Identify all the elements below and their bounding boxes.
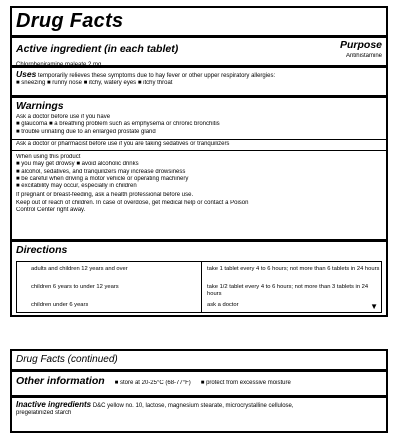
when-using-line: ■ be careful when driving a motor vehicle or operating machinery	[16, 175, 189, 182]
divider	[12, 150, 386, 151]
inactive-line: D&C yellow no. 10, lactose, magnesium stearate, microcrystalline cellulose,	[92, 403, 294, 409]
directions-dose: take 1 tablet every 4 to 6 hours; not more than 6 tablets in 24 hours	[207, 266, 380, 272]
when-using-section	[16, 154, 382, 214]
divider	[12, 239, 386, 242]
divider	[12, 95, 386, 98]
divider	[12, 139, 386, 140]
keep-out-line: Control Center right away.	[16, 207, 86, 214]
uses-label: Uses	[16, 71, 37, 79]
uses-section	[16, 71, 382, 88]
warnings-section	[16, 114, 382, 136]
directions-table	[16, 261, 382, 313]
active-ingredient-heading: Active ingredient (in each tablet)	[16, 43, 179, 55]
directions-age: adults and children 12 years and over	[31, 266, 128, 272]
divider	[12, 35, 386, 38]
continued-heading: Drug Facts (continued)	[16, 354, 118, 365]
continued-arrow-icon: ▼	[370, 302, 378, 311]
active-ingredient-row	[16, 53, 382, 61]
warning-line: Ask a doctor or pharmacist before use if you are taking sedatives or tranquilizers	[16, 141, 230, 147]
table-divider	[201, 262, 202, 312]
warning-line: Ask a doctor before use if you have	[16, 114, 111, 120]
pregnancy-line: If pregnant or breast-feeding, ask a health professional before use.	[16, 192, 194, 199]
inactive-line: pregelatinized starch	[16, 410, 72, 417]
drug-facts-title: Drug Facts	[16, 10, 124, 32]
divider	[12, 369, 386, 372]
active-ingredient-header	[16, 39, 382, 55]
other-info-item: ■ store at 20-25°C (68-77°F)	[114, 380, 191, 386]
other-info-item: ■ protect from excessive moisture	[200, 380, 291, 386]
warning-line: ■ glaucoma ■ a breathing problem such as emphysema or chronic bronchitis	[16, 121, 220, 128]
directions-dose: ask a doctor	[207, 302, 239, 308]
drug-facts-panel	[10, 6, 388, 317]
purpose-heading: Purpose	[339, 39, 382, 51]
purpose-text: Antihistamine	[345, 53, 382, 59]
warnings-heading: Warnings	[16, 100, 64, 112]
directions-heading: Directions	[16, 244, 68, 256]
when-using-line: ■ you may get drowsy ■ avoid alcoholic drinks	[16, 161, 139, 168]
warning-line: ■ trouble urinating due to an enlarged prostate gland	[16, 128, 156, 135]
keep-out-line: Keep out of reach of children. In case of overdose, get medical help or contact a Poison	[16, 199, 249, 206]
divider	[12, 395, 386, 398]
other-information-label: Other information	[16, 375, 105, 387]
uses-line: ■ sneezing ■ runny nose ■ itchy, watery eyes ■ itchy throat	[16, 80, 173, 87]
directions-age: children under 6 years	[31, 302, 89, 308]
other-information-row	[16, 375, 382, 387]
drug-facts-continued-panel	[10, 349, 388, 433]
divider	[12, 65, 386, 68]
inactive-ingredients-label: Inactive ingredients	[16, 401, 92, 409]
when-using-line: When using this product	[16, 154, 81, 160]
uses-line: temporarily relieves these symptoms due to hay fever or other upper respiratory allergies:	[38, 73, 276, 79]
when-using-line: ■ alcohol, sedatives, and tranquilizers may increase drowsiness	[16, 168, 186, 175]
inactive-ingredients-section	[16, 401, 382, 418]
directions-age: children 6 years to under 12 years	[31, 284, 119, 290]
directions-dose: take 1/2 tablet every 4 to 6 hours; not more than 3 tablets in 24 hours	[207, 284, 369, 297]
when-using-line: ■ excitability may occur, especially in children	[16, 183, 137, 190]
